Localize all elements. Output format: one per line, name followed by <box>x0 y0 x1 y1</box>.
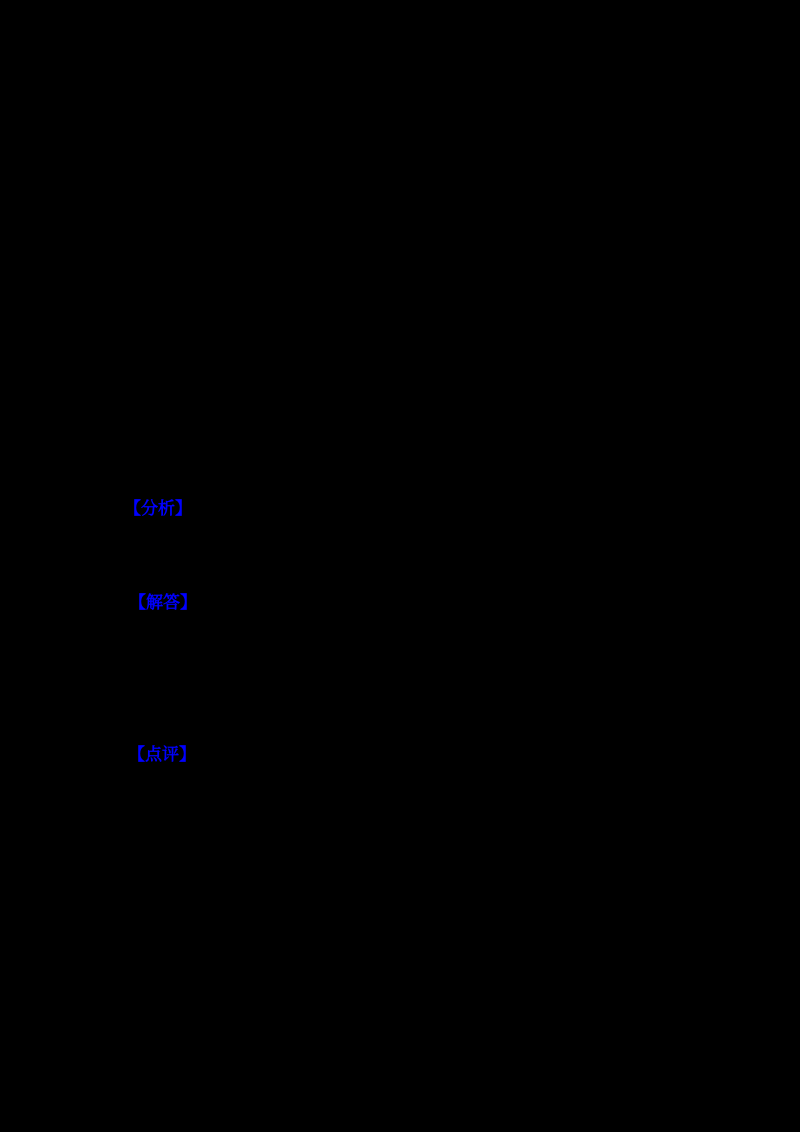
link-analysis-label[interactable]: 【分析】 <box>124 499 192 519</box>
link-remark-label[interactable]: 【点评】 <box>128 745 196 765</box>
link-solution-label[interactable]: 【解答】 <box>129 593 197 613</box>
